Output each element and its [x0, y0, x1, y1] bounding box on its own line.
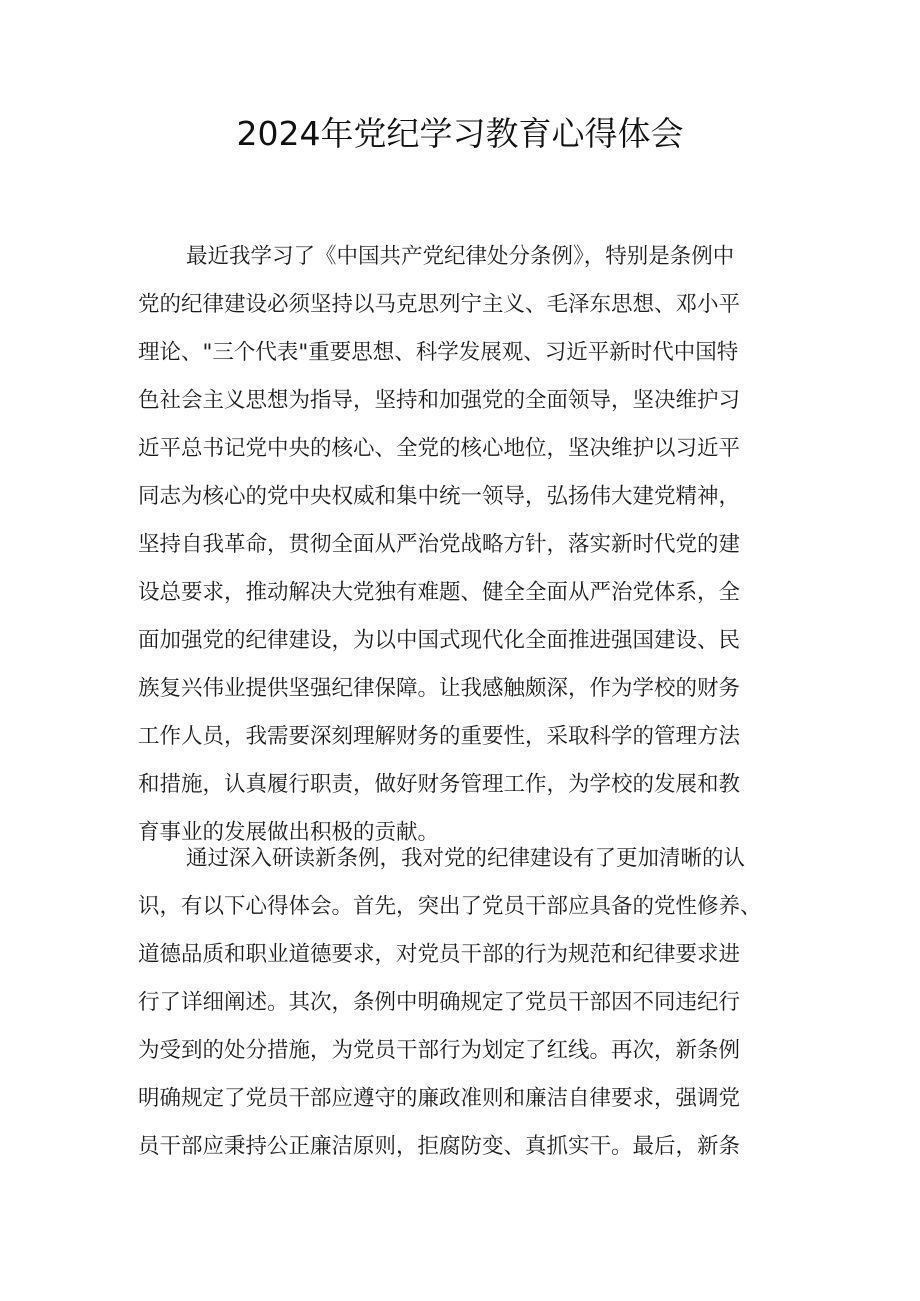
paragraph-line: 育事业的发展做出积极的贡献。 — [138, 820, 440, 845]
paragraph-line: 道德品质和职业道德要求，对党员干部的行为规范和纪律要求进 — [138, 942, 741, 967]
paragraph-line: 识，有以下心得体会。首先，突出了党员干部应具备的党性修养、 — [138, 894, 762, 919]
paragraph-line: 通过深入研读新条例，我对党的纪律建设有了更加清晰的认 — [186, 846, 746, 871]
paragraph-line: 最近我学习了《中国共产党纪律处分条例》，特别是条例中 — [186, 244, 735, 269]
paragraph-line: 明确规定了党员干部应遵守的廉政准则和廉洁自律要求，强调党 — [138, 1086, 741, 1111]
paragraph-line: 员干部应秉持公正廉洁原则，拒腐防变、真抓实干。最后，新条 — [138, 1134, 741, 1159]
paragraph-line: 同志为核心的党中央权威和集中统一领导，弘扬伟大建党精神， — [138, 484, 741, 509]
paragraph-line: 族复兴伟业提供坚强纪律保障。让我感触颇深，作为学校的财务 — [138, 676, 741, 701]
paragraph-line: 设总要求，推动解决大党独有难题、健全全面从严治党体系，全 — [138, 580, 741, 605]
document-title: 2024年党纪学习教育心得体会 — [236, 114, 684, 153]
paragraph-line: 色社会主义思想为指导，坚持和加强党的全面领导，坚决维护习 — [138, 388, 741, 413]
paragraph-line: 坚持自我革命，贯彻全面从严治党战略方针，落实新时代党的建 — [138, 532, 741, 557]
paragraph-line: 理论、"三个代表"重要思想、科学发展观、习近平新时代中国特 — [138, 340, 739, 365]
paragraph-line: 行了详细阐述。其次，条例中明确规定了党员干部因不同违纪行 — [138, 990, 741, 1015]
paragraph-line: 为受到的处分措施，为党员干部行为划定了红线。再次，新条例 — [138, 1038, 741, 1063]
paragraph-line: 工作人员，我需要深刻理解财务的重要性，采取科学的管理方法 — [138, 724, 741, 749]
paragraph-line: 和措施，认真履行职责，做好财务管理工作，为学校的发展和教 — [138, 772, 741, 797]
paragraph-line: 近平总书记党中央的核心、全党的核心地位，坚决维护以习近平 — [138, 436, 741, 461]
paragraph-line: 党的纪律建设必须坚持以马克思列宁主义、毛泽东思想、邓小平 — [138, 292, 741, 317]
paragraph-line: 面加强党的纪律建设，为以中国式现代化全面推进强国建设、民 — [138, 628, 741, 653]
